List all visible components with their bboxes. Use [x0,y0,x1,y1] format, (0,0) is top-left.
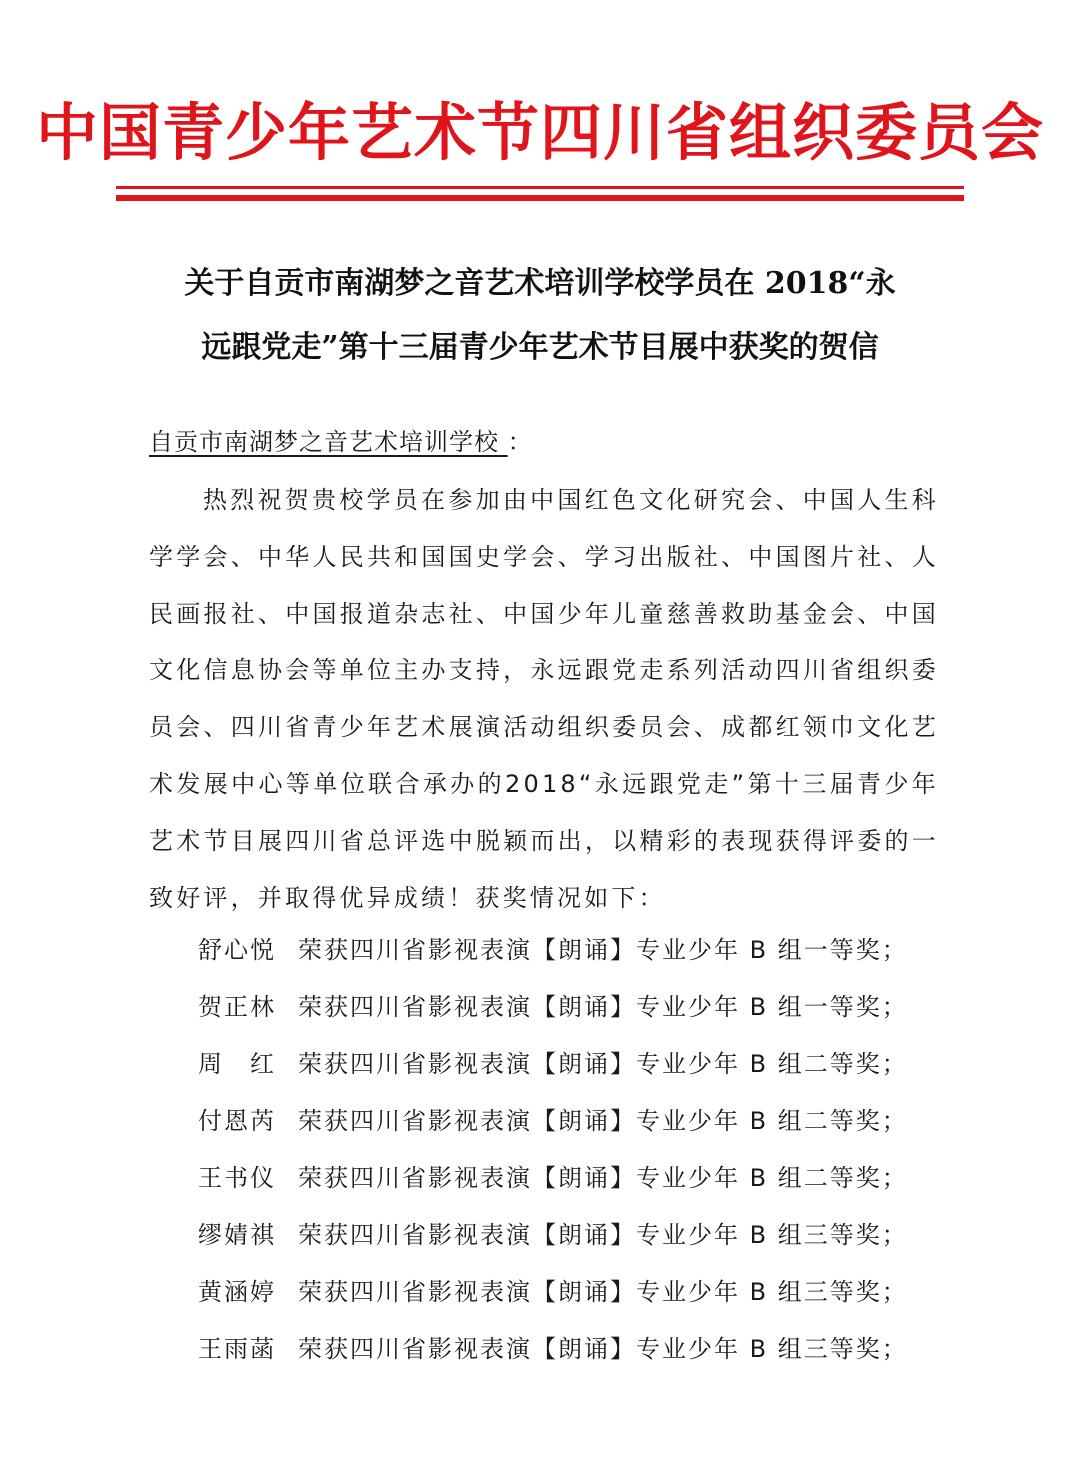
award-winner-name: 缪婧祺 [198,1221,276,1249]
award-row [198,1321,958,1378]
award-winner-name: 付恩芮 [198,1107,276,1135]
award-row [198,979,958,1036]
award-description: 荣获四川省影视表演【朗诵】专业少年 B 组一等奖； [298,993,908,1021]
award-row [198,1150,958,1207]
body-paragraph: 热烈祝贺贵校学员在参加由中国红色文化研究会、中国人生科学学会、中华人民共和国国史学会、学习出版社、中国图片社、人民画报社、中国报道杂志社、中国少年儿童慈善救助基金会、中国文化信息协会等单位主办支持，永远跟党走系列活动四川省组织委员会、四川省青少年艺术展演活动组织委员会、成都红领巾文化艺术发展中心等单位联合承办的2018“永远跟党走”第十三届青少年艺术节目展四川省总评选中脱颖而出，以精彩的表现获得评委的一致好评，并取得优异成绩！获奖情况如下： [149,486,939,912]
award-description: 荣获四川省影视表演【朗诵】专业少年 B 组二等奖； [298,1164,908,1192]
document-title-line-2: 远跟党走”第十三届青少年艺术节目展中获奖的贺信 [201,330,879,365]
award-winner-name: 舒心悦 [198,936,276,964]
document-title [130,252,950,380]
salutation [149,422,939,462]
award-winner-name: 王书仪 [198,1164,276,1192]
award-winner-name: 王雨菡 [198,1335,276,1363]
awards-list [198,922,958,1378]
award-description: 荣获四川省影视表演【朗诵】专业少年 B 组二等奖； [298,1050,908,1078]
letterhead-rule-thick [116,195,964,201]
award-row [198,1036,958,1093]
award-row [198,922,958,979]
award-winner-name: 黄涵婷 [198,1278,276,1306]
award-row [198,1207,958,1264]
award-row [198,1264,958,1321]
award-description: 荣获四川省影视表演【朗诵】专业少年 B 组三等奖； [298,1221,908,1249]
letterhead-rule-thin [116,186,964,189]
award-description: 荣获四川省影视表演【朗诵】专业少年 B 组三等奖； [298,1278,908,1306]
award-description: 荣获四川省影视表演【朗诵】专业少年 B 组一等奖； [298,936,908,964]
salutation-colon: ： [507,428,532,456]
award-winner-name: 贺正林 [198,993,276,1021]
document-title-line-1: 关于自贡市南湖梦之音艺术培训学校学员在 2018“永 [184,266,896,301]
award-row [198,1093,958,1150]
award-description: 荣获四川省影视表演【朗诵】专业少年 B 组二等奖； [298,1107,908,1135]
recipient-name: 自贡市南湖梦之音艺术培训学校 [149,428,508,456]
letterhead-title: 中国青少年艺术节四川省组织委员会 [35,96,1044,169]
award-description: 荣获四川省影视表演【朗诵】专业少年 B 组三等奖； [298,1335,908,1363]
award-winner-name: 周 红 [198,1050,276,1078]
